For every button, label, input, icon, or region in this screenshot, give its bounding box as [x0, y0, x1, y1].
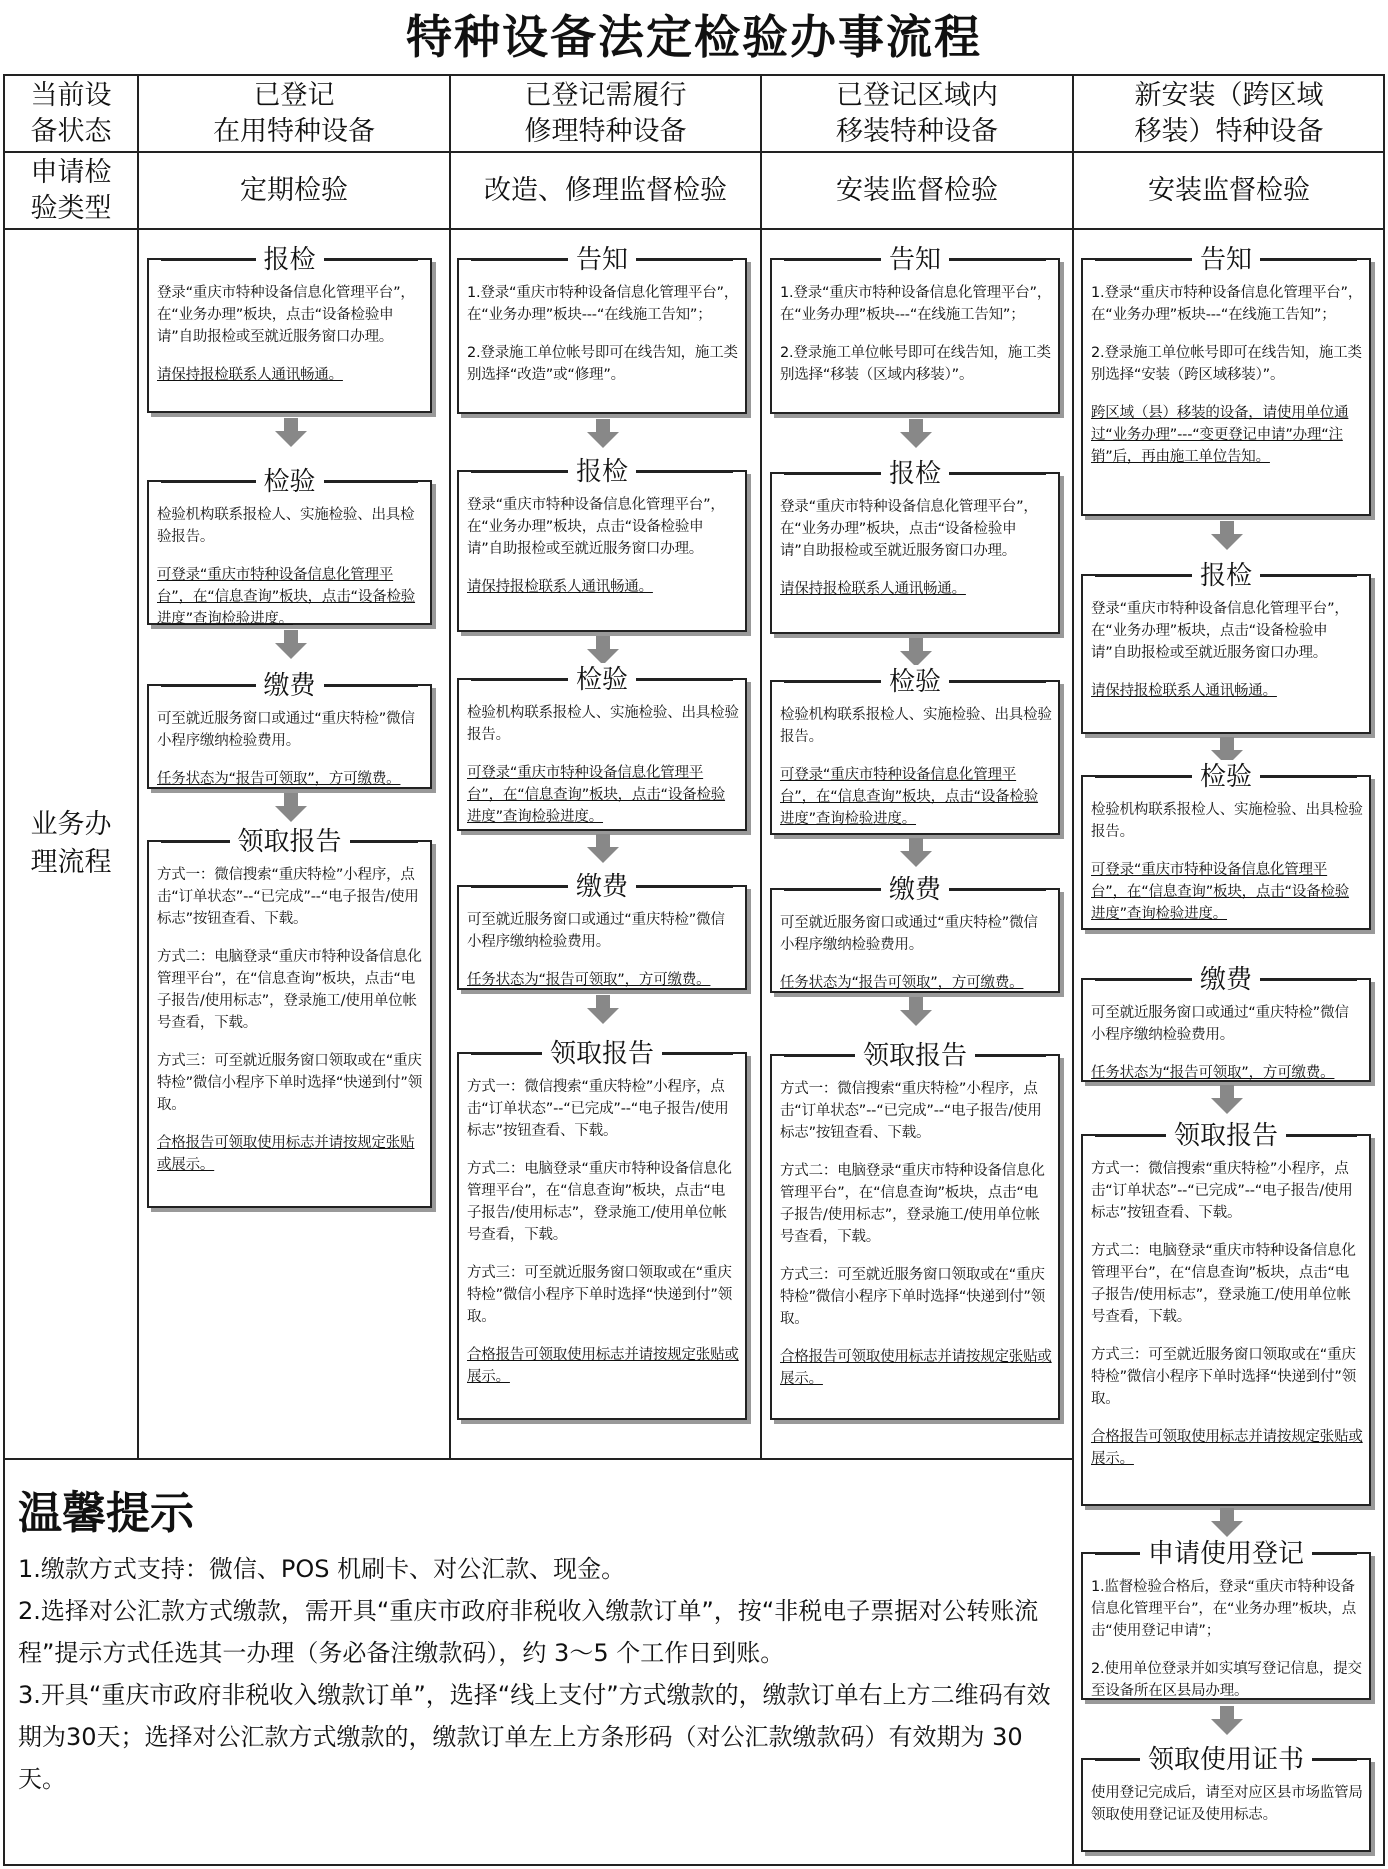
step-baojian: [770, 459, 1060, 634]
step-jiaofei: [147, 671, 432, 789]
step-method-1: 方式一：微信搜索“重庆特检”小程序，点击“订单状态”--“已完成”--“电子报告/使用标志”按钮查看、下载。: [467, 1079, 729, 1139]
step-text: 检验机构联系报检人、实施检验、出具检验报告。: [467, 705, 739, 743]
step-title: 领取报告: [855, 1039, 975, 1073]
step-lingqu: [1081, 1121, 1371, 1506]
step-title: 检验: [568, 663, 636, 697]
step-note: 请保持报检联系人通讯畅通。: [780, 581, 966, 597]
step-title: 报检: [256, 243, 324, 277]
step-method-3: 方式三：可至就近服务窗口领取或在“重庆特检”微信小程序下单时选择“快递到付”领取。: [157, 1053, 423, 1113]
row-divider: [3, 1458, 1073, 1460]
step-text: 可至就近服务窗口或通过“重庆特检”微信小程序缴纳检验费用。: [467, 912, 725, 950]
arrow-down-icon: [900, 638, 932, 668]
step-method-1: 方式一：微信搜索“重庆特检”小程序，点击“订单状态”--“已完成”--“电子报告/使用标志”按钮查看、下载。: [157, 867, 419, 927]
step-note: 任务状态为“报告可领取”，方可缴费。: [157, 771, 401, 787]
step-note: 可登录“重庆市特种设备信息化管理平台”，在“信息查询”板块，点击“设备检验进度”查询检验进度。: [157, 567, 416, 627]
step-text: 检验机构联系报检人、实施检验、出具检验报告。: [1091, 802, 1363, 840]
arrow-down-icon: [900, 838, 932, 868]
step-title: 缴费: [1192, 963, 1260, 997]
step-lingqu: [457, 1039, 747, 1420]
step-title: 报检: [881, 457, 949, 491]
step-zhengshu: [1081, 1745, 1371, 1852]
step-text: 登录“重庆市特种设备信息化管理平台”，在“业务办理”板块，点击“设备检验申请”自助报检或至就近服务窗口办理。: [1091, 601, 1349, 661]
step-title: 领取报告: [230, 825, 350, 859]
tip-item: 1.缴款方式支持：微信、POS 机刷卡、对公汇款、现金。: [18, 1555, 626, 1583]
step-method-2: 方式二：电脑登录“重庆市特种设备信息化管理平台”，在“信息查询”板块，点击“电子报告/使用标志”，登录施工/使用单位帐号查看，下载。: [467, 1161, 732, 1243]
step-note: 请保持报检联系人通讯畅通。: [1091, 683, 1277, 699]
type-label: 申请检 验类型: [30, 156, 112, 224]
step-lingqu: [147, 827, 432, 1208]
step-text: 可至就近服务窗口或通过“重庆特检”微信小程序缴纳检验费用。: [780, 915, 1038, 953]
status-label: 当前设 备状态: [30, 79, 112, 147]
step-note: 请保持报检联系人通讯畅通。: [157, 367, 343, 383]
flow-label: 业务办 理流程: [30, 809, 112, 878]
step-jiaofei: [457, 872, 747, 990]
arrow-down-icon: [1211, 521, 1243, 551]
step-method-3: 方式三：可至就近服务窗口领取或在“重庆特检”微信小程序下单时选择“快递到付”领取。: [1091, 1347, 1357, 1407]
step-method-3: 方式三：可至就近服务窗口领取或在“重庆特检”微信小程序下单时选择“快递到付”领取。: [780, 1267, 1046, 1327]
step-baojian: [457, 457, 747, 632]
step-title: 告知: [568, 243, 636, 277]
step-shenqing: [1081, 1539, 1371, 1700]
step-note: 合格报告可领取使用标志并请按规定张贴或展示。: [157, 1135, 415, 1173]
step-title: 领取使用证书: [1140, 1743, 1312, 1777]
row-divider: [3, 228, 1385, 230]
status-cell: 已登记 在用特种设备: [213, 79, 375, 147]
status-cell: 新安装（跨区域 移装）特种设备: [1134, 79, 1324, 147]
tip-item: 3.开具“重庆市政府非税收入缴款订单”，选择“线上支付”方式缴款的，缴款订单右上方二维码有效期为30天；选择对公汇款方式缴款的，缴款订单左上方条形码（对公汇款缴款码）有效期为 30 天。: [18, 1681, 1051, 1793]
col-divider: [137, 74, 139, 1458]
step-note: 可登录“重庆市特种设备信息化管理平台”，在“信息查询”板块，点击“设备检验进度”查询检验进度。: [780, 767, 1039, 827]
step-title: 检验: [1192, 760, 1260, 794]
step-text: 1.登录“重庆市特种设备信息化管理平台”，在“业务办理”板块---“在线施工告知”；: [467, 285, 739, 323]
arrow-down-icon: [900, 997, 932, 1027]
arrow-down-icon: [587, 636, 619, 666]
step-jianyan: [457, 665, 747, 831]
tips-list: [18, 1548, 1058, 1800]
arrow-down-icon: [275, 793, 307, 823]
step-text: 1.监督检验合格后，登录“重庆市特种设备信息化管理平台”，在“业务办理”板块，点击“使用登记申请”；: [1091, 1579, 1357, 1639]
step-title: 领取报告: [1166, 1119, 1286, 1153]
status-cell: 已登记需履行 修理特种设备: [524, 79, 687, 147]
arrow-down-icon: [587, 834, 619, 864]
step-text: 2.登录施工单位帐号即可在线告知，施工类别选择“安装（跨区域移装）”。: [1091, 345, 1362, 383]
step-jianyan: [1081, 762, 1371, 930]
step-text: 可至就近服务窗口或通过“重庆特检”微信小程序缴纳检验费用。: [1091, 1005, 1349, 1043]
step-note: 合格报告可领取使用标志并请按规定张贴或展示。: [467, 1347, 739, 1385]
step-jianyan: [770, 667, 1060, 835]
step-baojian: [147, 245, 432, 413]
arrow-down-icon: [900, 419, 932, 449]
col-divider: [1072, 74, 1074, 1866]
step-title: 报检: [1192, 559, 1260, 593]
step-jiaofei: [770, 875, 1060, 993]
type-cell: 改造、修理监督检验: [484, 174, 727, 206]
step-text: 使用登记完成后，请至对应区县市场监管局领取使用登记证及使用标志。: [1091, 1785, 1363, 1823]
step-text: 登录“重庆市特种设备信息化管理平台”，在“业务办理”板块，点击“设备检验申请”自助报检或至就近服务窗口办理。: [157, 285, 415, 345]
step-note: 跨区域（县）移装的设备，请使用单位通过“业务办理”---“变更登记申请”办理“注销”后，再由施工单位告知。: [1091, 405, 1349, 465]
step-gaozhi: [457, 245, 747, 414]
step-title: 缴费: [568, 870, 636, 904]
type-cell: 定期检验: [240, 174, 348, 206]
arrow-down-icon: [275, 630, 307, 660]
arrow-down-icon: [275, 418, 307, 448]
step-text: 1.登录“重庆市特种设备信息化管理平台”，在“业务办理”板块---“在线施工告知”；: [1091, 285, 1363, 323]
step-text: 1.登录“重庆市特种设备信息化管理平台”，在“业务办理”板块---“在线施工告知”；: [780, 285, 1052, 323]
step-text: 检验机构联系报检人、实施检验、出具检验报告。: [157, 507, 415, 545]
arrow-down-icon: [1211, 1085, 1243, 1115]
step-note: 任务状态为“报告可领取”，方可缴费。: [780, 975, 1024, 991]
step-lingqu: [770, 1041, 1060, 1420]
tip-item: 2.选择对公汇款方式缴款，需开具“重庆市政府非税收入缴款订单”，按“非税电子票据对公转账流程”提示方式任选其一办理（务必备注缴款码），约 3～5 个工作日到账。: [18, 1597, 1039, 1667]
step-note: 请保持报检联系人通讯畅通。: [467, 579, 653, 595]
step-title: 告知: [1192, 243, 1260, 277]
step-title: 缴费: [881, 873, 949, 907]
step-gaozhi: [1081, 245, 1371, 516]
step-title: 申请使用登记: [1140, 1537, 1312, 1571]
step-text: 登录“重庆市特种设备信息化管理平台”，在“业务办理”板块，点击“设备检验申请”自助报检或至就近服务窗口办理。: [780, 499, 1038, 559]
type-cell: 安装监督检验: [1148, 174, 1310, 206]
step-note: 合格报告可领取使用标志并请按规定张贴或展示。: [780, 1349, 1052, 1387]
tips-title: 温馨提示: [18, 1488, 194, 1539]
step-method-1: 方式一：微信搜索“重庆特检”小程序，点击“订单状态”--“已完成”--“电子报告/使用标志”按钮查看、下载。: [1091, 1161, 1353, 1221]
step-text: 登录“重庆市特种设备信息化管理平台”，在“业务办理”板块，点击“设备检验申请”自助报检或至就近服务窗口办理。: [467, 497, 725, 557]
step-title: 报检: [568, 455, 636, 489]
step-text: 2.登录施工单位帐号即可在线告知，施工类别选择“移装（区域内移装）”。: [780, 345, 1051, 383]
page-title: 特种设备法定检验办事流程: [406, 10, 982, 64]
step-baojian: [1081, 561, 1371, 734]
step-note: 可登录“重庆市特种设备信息化管理平台”，在“信息查询”板块，点击“设备检验进度”查询检验进度。: [467, 765, 726, 825]
step-note: 可登录“重庆市特种设备信息化管理平台”，在“信息查询”板块，点击“设备检验进度”查询检验进度。: [1091, 862, 1350, 922]
step-method-2: 方式二：电脑登录“重庆市特种设备信息化管理平台”，在“信息查询”板块，点击“电子报告/使用标志”，登录施工/使用单位帐号查看，下载。: [157, 949, 422, 1031]
step-text: 可至就近服务窗口或通过“重庆特检”微信小程序缴纳检验费用。: [157, 711, 415, 749]
arrow-down-icon: [587, 419, 619, 449]
step-jianyan: [147, 467, 432, 627]
arrow-down-icon: [587, 995, 619, 1025]
step-note: 任务状态为“报告可领取”，方可缴费。: [467, 972, 711, 988]
step-title: 缴费: [256, 669, 324, 703]
step-note: 任务状态为“报告可领取”，方可缴费。: [1091, 1065, 1335, 1081]
step-gaozhi: [770, 245, 1060, 414]
step-text: 2.使用单位登录并如实填写登记信息，提交至设备所在区县局办理。: [1091, 1661, 1362, 1699]
step-method-1: 方式一：微信搜索“重庆特检”小程序，点击“订单状态”--“已完成”--“电子报告/使用标志”按钮查看、下载。: [780, 1081, 1042, 1141]
status-cell: 已登记区域内 移装特种设备: [836, 79, 998, 147]
step-note: 合格报告可领取使用标志并请按规定张贴或展示。: [1091, 1429, 1363, 1467]
col-divider: [449, 74, 451, 1458]
step-text: 2.登录施工单位帐号即可在线告知，施工类别选择“改造”或“修理”。: [467, 345, 738, 383]
col-divider: [760, 74, 762, 1458]
type-cell: 安装监督检验: [836, 174, 998, 206]
step-title: 领取报告: [542, 1037, 662, 1071]
arrow-down-icon: [1211, 1508, 1243, 1538]
arrow-down-icon: [1211, 1706, 1243, 1736]
step-method-3: 方式三：可至就近服务窗口领取或在“重庆特检”微信小程序下单时选择“快递到付”领取。: [467, 1265, 733, 1325]
step-title: 检验: [881, 665, 949, 699]
step-title: 告知: [881, 243, 949, 277]
step-jiaofei: [1081, 965, 1371, 1082]
step-text: 检验机构联系报检人、实施检验、出具检验报告。: [780, 707, 1052, 745]
step-title: 检验: [256, 465, 324, 499]
step-method-2: 方式二：电脑登录“重庆市特种设备信息化管理平台”，在“信息查询”板块，点击“电子报告/使用标志”，登录施工/使用单位帐号查看，下载。: [780, 1163, 1045, 1245]
step-method-2: 方式二：电脑登录“重庆市特种设备信息化管理平台”，在“信息查询”板块，点击“电子报告/使用标志”，登录施工/使用单位帐号查看，下载。: [1091, 1243, 1356, 1325]
